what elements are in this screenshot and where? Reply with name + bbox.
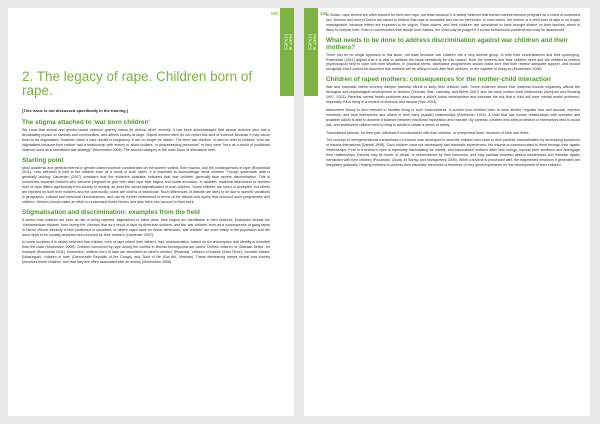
paragraph: In Sudan, rape victims are often blamed for their own rape, not least because it is widely believed that women cannot become pregnant as a result of undesired sex. Women and men in Darfur are raised to believe that rape is avoidable and can be prevented. In most cases, the mother of a child born of rape is no longer marriageable, because letters are expected to be virgins. Rape victims, and their children, are considered to have brought shame on their families, which is likely to exclude both. Even in communities that accept such babies, the child may be judged if it shows behavioural problems and may be abandoned. xyxy=(326,13,580,32)
section-heading: Children of raped mothers: consequences for the mother-child interaction xyxy=(326,76,551,84)
section-tab-label: PART III ISSUES xyxy=(307,34,318,51)
paragraph: The concept of 'intergenerational transmission of trauma' was developed to describe children who react to their parents' traumatisation by developing symptoms of trauma themselves (Daniell 1998). Such children have not necessarily had traumatic experiences: the trauma is communicated to them through their dyadic relationships. Fear in a mother's eyes is especially traumatising for infants, and traumatised mothers often lack energy, repress their emotions and disengage from relationships. Parents may be numb, in denial, or overwhelmed by their memories, and may oscillate between absent-mindedness and intrusive dyadic interaction with their children (Punamaki, Qouta, El Sarraj, and Montgomery 2006). When a trauma is processed well, the fragmented emotions it generates are integrated gradually. Helping mothers to process their traumatic memories is therefore of very great importance for the development of their children. xyxy=(326,138,580,167)
section-heading: The stigma attached to 'war born children' xyxy=(22,119,151,126)
paragraph: Traumatised parents, for their part, withdraw from interaction with their children, or overprotect them, because of their own fears. xyxy=(326,130,530,135)
right-page xyxy=(304,8,590,416)
paragraph: War and traumatic stress severely hamper parental efforts to keep their children safe. Some evidence shows that maternal trauma negatively affects the biological and physiological development of children (Yehuda, Stat, Labinsky, and Bierer 2007) and the early mother-child relationship (Almqvist and Broberg 1997, 2003). Parental mental health problems also impede a child's social development and increase the risk that a child will have mental health problems, especially if it is living in a context of violence and trauma (Yule 2003). xyxy=(326,85,580,104)
right-column xyxy=(326,13,580,171)
left-page-number: 191 xyxy=(270,11,278,16)
paragraph: There can be no single approach to this issue, not least because 'war children' are a very diverse group, in both their circumstances and their upbringing. Rosenblad (2011) argues that it is vital to address the issue sensitively for this reason. Both the mothers and their children need and are entitled to receive psychological help to cope with their situation. In practical terms, assistance programmes should make sure that both receive adequate support, and should recognise that it cannot be assumed that mothers will be willing to look after their children, or are capable of doing so (Mochmann 2008). xyxy=(326,52,580,72)
section-tab-left xyxy=(280,8,294,96)
left-page xyxy=(8,8,294,416)
section-tab-label: PART III ISSUES xyxy=(283,34,294,51)
section-heading: Starting point xyxy=(22,156,64,164)
paragraph: We know that sexual and gender-based violence gravely harms its victims. More recently, it has been acknowledged that sexual violence also has a devastating impact on families and communities, and affects society at large. Raped women often do not report this kind of violence because it may cause them to be stigmatised. However, when a rape results in pregnancy, it can no longer be hidden. The term 'war children' is used to refer to children "who are stigmatised because their mother had a relationship with enemy or allied soldiers, or peacekeeping personnel" or they were "born as a result of politicised violence used as a sexualised war strategy" (Mochmann 2008). The second category is the main focus of discussion here. xyxy=(22,128,270,152)
section-heading: What needs to be done to address discrimination against war children and their mothers? xyxy=(326,36,568,51)
paragraph: Attachment theory is also relevant to families living in such environments. It models how children learn to seek shelter, regulate fear and arousal, express emotions, and trust themselves and others in their early (dyadic) relationships (Bretherton 1992). A child that has secure relationships with sensitive and available adults is able to achieve a balance between emotional exploration and restraint. By contrast, children who seek protection in themselves tend to avoid risk, and ambivalent children tend to cling to adults to obtain a sense of safety. xyxy=(326,107,580,127)
section-tab-right xyxy=(304,8,318,96)
section-heading: Stigmatisation and discrimination: examples from the field xyxy=(22,208,200,216)
training-note: [This issue is not discussed specifically in the training.] xyxy=(22,108,129,113)
paragraph: Most academic and general interest in gender-based violence concentrates on the women victims, their trauma, and the consequences of rape (Rosenblad 2011). Less attention is paid to the children born as a result of such rapes. It is important to acknowledge these children. Though systematic data is generally lacking, Carpenter (2007) considers that the evidence available indicates that 'war children' generally face severe discrimination. This is sometimes because mothers who become pregnant or give birth after rape face stigma and social exclusion. In addition, maternal attachment to children born of rape differs significantly from society to society, as does the social stigmatisation of such children. Some children are loved or accepted, but others are rejected by both their mothers and the community; some are victims of infanticide. Such differences of attitude are likely to be due to specific variations in geographic, cultural and structural circumstances, and can be further understood in terms of the taboos and myths that surround such pregnancies and children. Helpers should make an effort to understand these factors and take them into account in their work. xyxy=(22,165,270,204)
paragraph: It seems that children are even at risk of being rejected, stigmatised or killed when their origins are identifiable in their features. Examples include the 'Vietnamerican children' born during the Vietnam War as a result of rape by American soldiers, and the 'war children' born as a consequence of gang-rapes in Darfur. Where ethnicity is less politicised or racialised, or where rapes have no ethnic dimension, 'war children' are more easily in the population and are more likely to be socially accepted and nurtured by their mothers (Carpenter 2007). xyxy=(22,217,270,237)
left-column xyxy=(22,70,270,268)
right-page-number: 192 xyxy=(320,11,328,16)
paragraph: In some societies it is widely believed that children born of rape inherit their father's 'bad' characteristics, based on the assumption that identity is inherited from the male (Mochmann 2008). Children conceived by rape during the conflict in Bosnia-Herzegovina are called 'Chetnic children' or 'Bosnian Serbs', for example (Rosenblad 2011). Elsewhere, children born of rape are described as 'devil's children' (Rwanda), 'children of shame' (East Timor), 'monster babies' (Nicaragua), 'children of hate' (Democratic Republic of the Congo), and 'Dust of life' (Bụi đời, Vietnam). These demeaning names reveal how society perceives these children, and that they are often associated with an enemy (Mochmann 2008). xyxy=(22,240,270,265)
chapter-title: 2. The legacy of rape. Children born of rape. xyxy=(22,69,253,98)
